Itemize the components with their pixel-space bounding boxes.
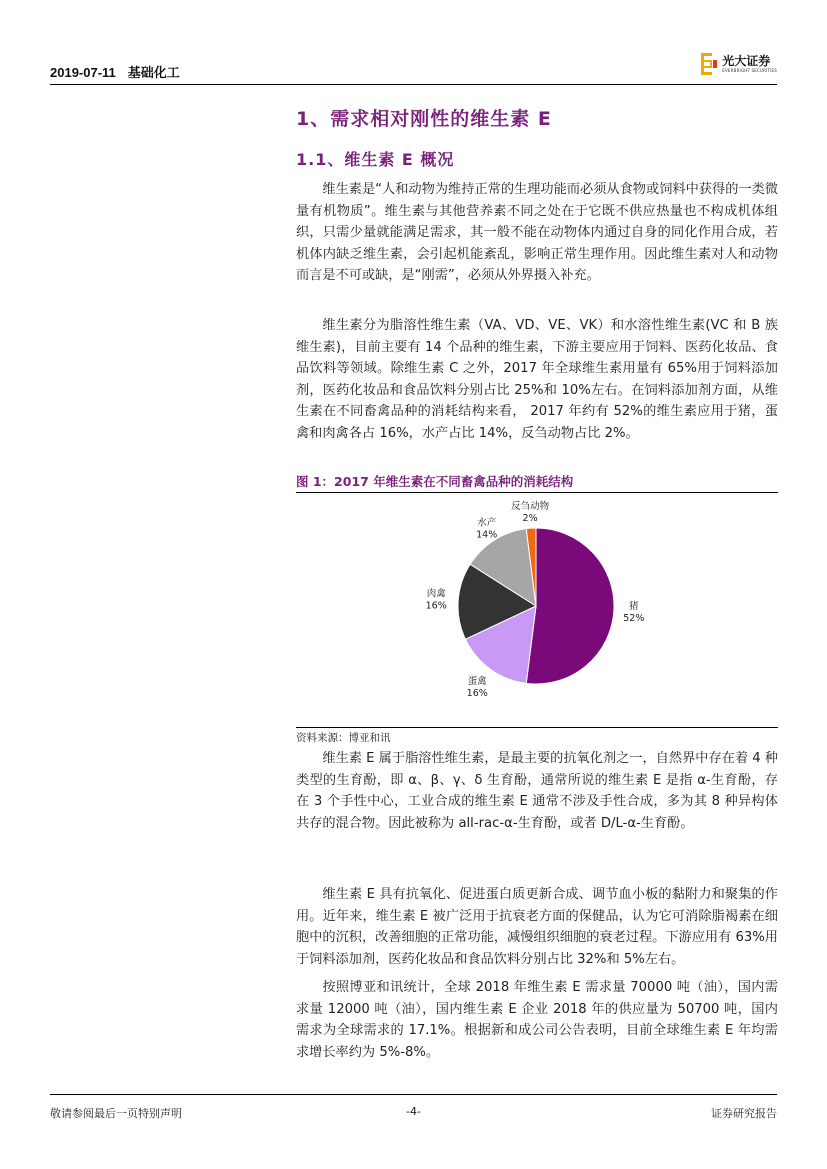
section-heading: 1、需求相对刚性的维生素 E [296, 108, 552, 130]
everbright-logo-icon [700, 52, 718, 76]
pie-chart-svg [296, 494, 778, 726]
paragraph-1: 维生素是“人和动物为维持正常的生理功能而必须从食物或饲料中获得的一类微量有机物质”。维生素与其他营养素不同之处在于它既不供应热量也不构成机体组织，只需少量就能满足需求，其一般不能在动物体内通过自身的同化作用合成，若机体内缺乏维生素，会引起机能紊乱，影响正常生理作用。因此维生素对人和动物而言是不可或缺，是“刚需”，必须从外界摄入补充。 [296, 182, 778, 284]
page-footer [50, 1094, 777, 1125]
page-number: -4- [406, 1105, 421, 1118]
slice-category-label-4: 反刍动物 [511, 501, 550, 513]
slice-value-label-2: 16% [425, 600, 447, 612]
slice-category-label-3: 水产 [477, 517, 497, 529]
figure-source: 资料来源：博亚和讯 [296, 727, 778, 745]
report-date: 2019-07-11 [50, 65, 116, 80]
page-header [50, 56, 777, 85]
figure-title: 图 1：2017 年维生素在不同畜禽品种的消耗结构 [296, 472, 778, 493]
paragraph-5: 按照博亚和讯统计，全球 2018 年维生素 E 需求量 70000 吨（油），国内需求量 12000 吨（油），国内维生素 E 企业 2018 年的供应量为 50700 吨，国内需求为全球需求的 17.1%。根据新和成公司公告表明，目前全球维生素 E 年均需求增长率约为 5%-8%。 [296, 980, 778, 1060]
slice-value-label-4: 2% [522, 513, 538, 525]
pie-chart [296, 494, 778, 726]
report-type: 证券研究报告 [711, 1107, 777, 1120]
slice-category-label-1: 蛋禽 [467, 675, 487, 687]
industry-label: 基础化工 [127, 65, 180, 80]
paragraph-2: 维生素分为脂溶性维生素（VA、VD、VE、VK）和水溶性维生素(VC 和 B 族维生素)，目前主要有 14 个品种的维生素，下游主要应用于饲料、医药化妆品、食品饮料等领域。除维生素 C 之外，2017 年全球维生素用量有 65%用于饲料添加剂，医药化妆品和食品饮料分别占比 25%和 10%左右。在饲料添加剂方面，从维生素在不同畜禽品种的消耗结构来看， 2017 年约有 52%的维生素应用于猪，蛋禽和肉禽各占 16%，水产占比 14%，反刍动物占比 2%。 [296, 318, 778, 441]
slice-category-label-2: 肉禽 [426, 588, 446, 600]
logo-name-cn: 光大证券 [722, 54, 771, 68]
slice-value-label-3: 14% [476, 529, 498, 541]
pie-slice-0 [526, 528, 614, 684]
header-info [50, 62, 180, 81]
slice-value-label-1: 16% [466, 687, 488, 699]
logo-name-en: EVERBRIGHT SECURITIES [722, 68, 777, 73]
company-logo [700, 50, 777, 78]
disclaimer-note: 敬请参阅最后一页特别声明 [50, 1107, 182, 1120]
slice-category-label-0: 猪 [629, 601, 639, 613]
subsection-heading: 1.1、维生素 E 概况 [296, 150, 455, 169]
paragraph-4: 维生素 E 具有抗氧化、促进蛋白质更新合成、调节血小板的黏附力和聚集的作用。近年来，维生素 E 被广泛用于抗衰老方面的保健品，认为它可消除脂褐素在细胞中的沉积，改善细胞的正常功能，减慢组织细胞的衰老过程。下游应用有 63%用于饲料添加剂，医药化妆品和食品饮料分别占比 32%和 5%左右。 [296, 887, 778, 967]
slice-value-label-0: 52% [623, 613, 645, 625]
paragraph-3: 维生素 E 属于脂溶性维生素，是最主要的抗氧化剂之一，自然界中存在着 4 种类型的生育酚，即 α、β、γ、δ 生育酚，通常所说的维生素 E 是指 α-生育酚，存在 3 个手性中心，工业合成的维生素 E 通常不涉及手性合成，多为其 8 种异构体共存的混合物。因此被称为 all-rac-α-生育酚，或者 D/L-α-生育酚。 [296, 751, 778, 831]
